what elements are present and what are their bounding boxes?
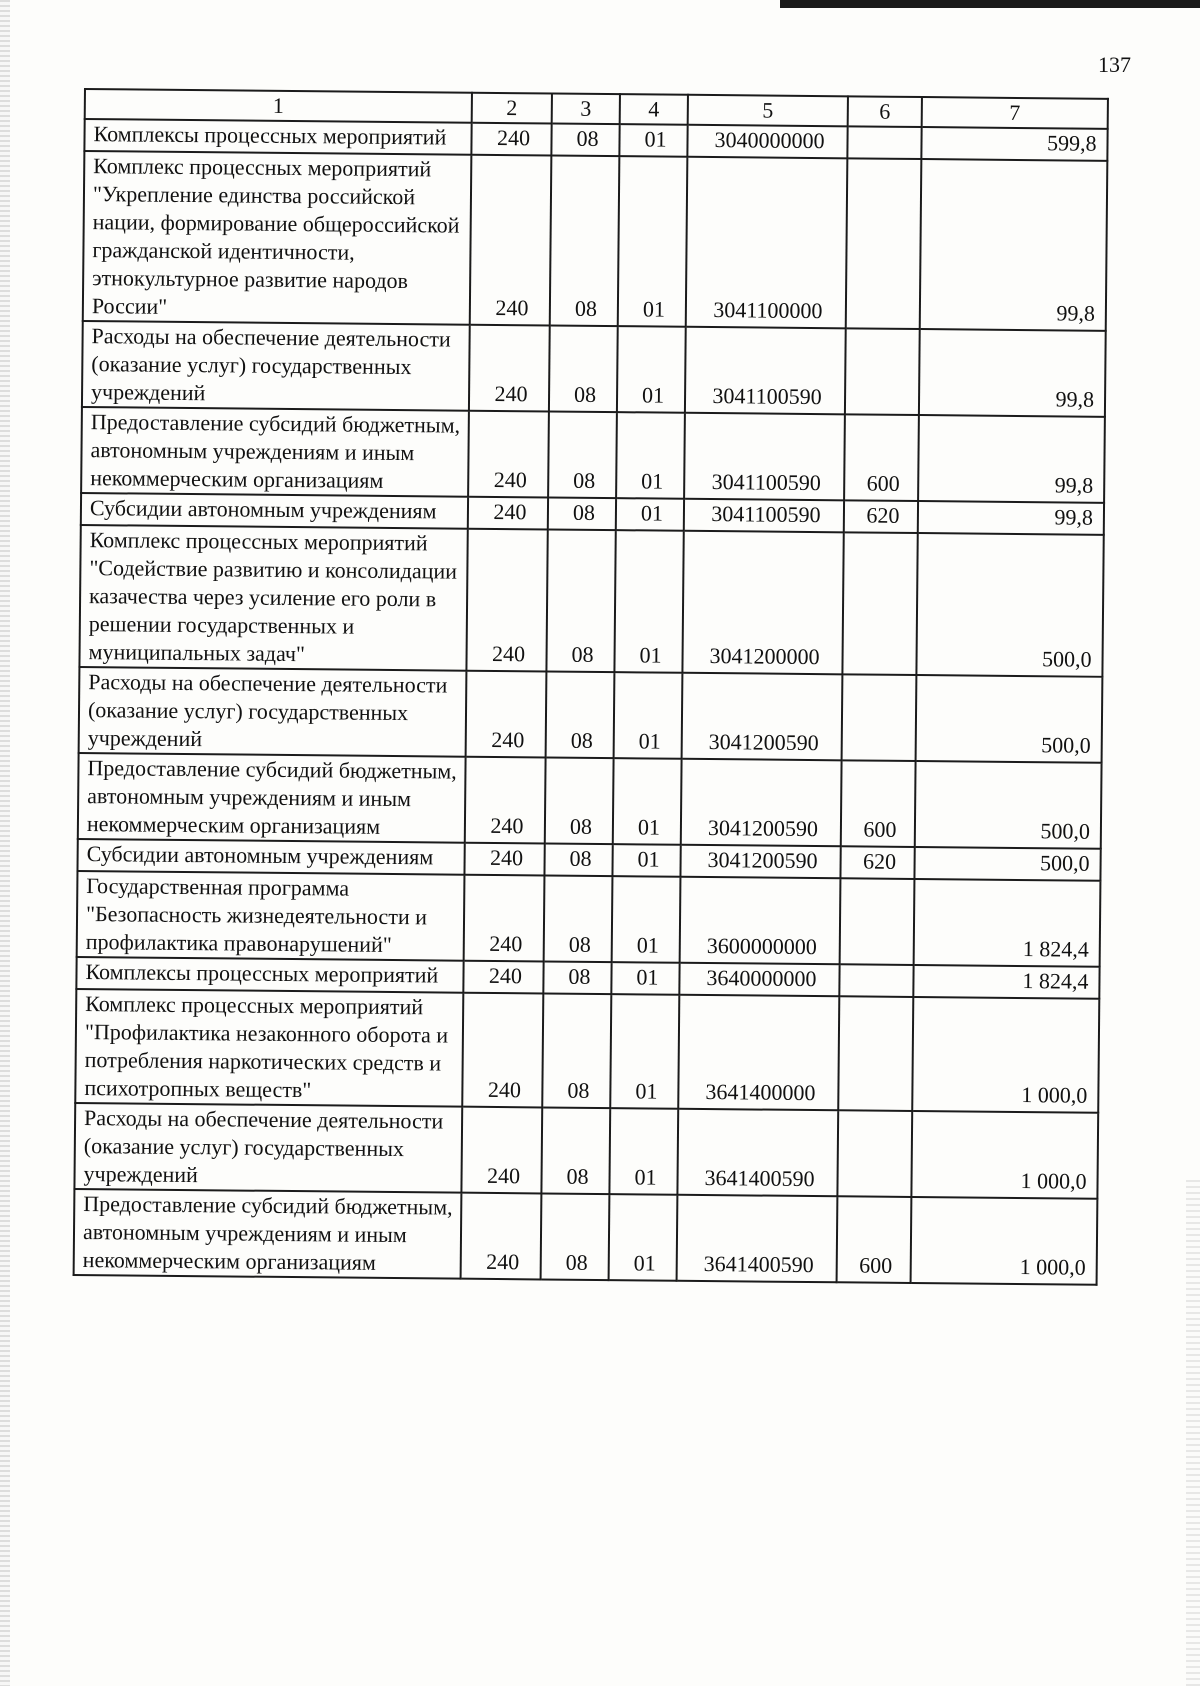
- row-col5-cell: 3041100590: [684, 413, 845, 501]
- row-col3-cell: 08: [546, 529, 615, 672]
- row-col4-cell: 01: [612, 876, 681, 963]
- row-col6-cell: 600: [837, 1196, 912, 1283]
- row-col4-cell: 01: [618, 156, 688, 327]
- row-col6-cell: [837, 1110, 912, 1197]
- row-amount-cell: 500,0: [916, 533, 1103, 677]
- row-amount-cell: 1 000,0: [911, 1111, 1098, 1199]
- row-col5-cell: 3041200590: [680, 845, 840, 879]
- row-col2-cell: 240: [468, 411, 549, 498]
- row-col2-cell: 240: [464, 875, 545, 962]
- budget-table-wrapper: [73, 88, 1109, 1286]
- table-row: [77, 871, 1101, 967]
- row-name-cell: Субсидии автономным учреждениям: [81, 493, 468, 529]
- row-col3-cell: 08: [543, 961, 611, 994]
- row-name-cell: Комплекс процессных мероприятий "Укрепление единства российской нации, формирование общероссийской гражданской идентичности, этнокультурное развитие народов России": [83, 151, 472, 325]
- row-col2-cell: 240: [464, 843, 544, 876]
- row-col4-cell: 01: [617, 326, 686, 413]
- row-col5-cell: 3641400590: [677, 1109, 838, 1197]
- row-col6-cell: [842, 532, 917, 675]
- row-amount-cell: 99,8: [918, 501, 1104, 535]
- row-name-cell: Предоставление субсидий бюджетным, автономным учреждениям и иным некоммерческим организациям: [81, 407, 469, 497]
- row-col2-cell: 240: [471, 123, 551, 156]
- row-col5-cell: 3041200590: [681, 759, 842, 847]
- row-amount-cell: 599,8: [921, 127, 1107, 161]
- budget-table: [73, 88, 1109, 1286]
- row-col6-cell: [838, 996, 913, 1111]
- row-col3-cell: 08: [542, 993, 611, 1108]
- row-col6-cell: [846, 158, 922, 329]
- row-col5-cell: 3600000000: [680, 877, 841, 965]
- row-col5-cell: 3040000000: [687, 125, 847, 159]
- row-col4-cell: 01: [614, 672, 683, 759]
- row-col4-cell: 01: [616, 412, 685, 499]
- table-row: [75, 989, 1099, 1113]
- row-col6-cell: [842, 674, 917, 761]
- row-amount-cell: 99,8: [920, 159, 1108, 331]
- row-col2-cell: 240: [463, 961, 543, 994]
- row-col5-cell: 3640000000: [679, 963, 839, 997]
- row-name-cell: Расходы на обеспечение деятельности (оказание услуг) государственных учреждений: [79, 667, 467, 757]
- row-col5-cell: 3041200590: [682, 673, 843, 761]
- row-col2-cell: 240: [470, 155, 552, 326]
- row-col2-cell: 240: [469, 325, 550, 412]
- table-row: [81, 407, 1105, 503]
- row-col3-cell: 08: [546, 671, 615, 758]
- row-col2-cell: 240: [462, 993, 543, 1108]
- table-body: [74, 119, 1108, 1285]
- row-col4-cell: 01: [619, 124, 687, 157]
- row-col6-cell: 620: [840, 846, 914, 879]
- row-col3-cell: 08: [541, 1107, 610, 1194]
- row-col2-cell: 240: [468, 497, 548, 530]
- table-row: [83, 151, 1108, 331]
- header-col-2: 2: [472, 93, 552, 124]
- row-col2-cell: 240: [461, 1193, 542, 1280]
- row-col5-cell: 3641400590: [677, 1195, 838, 1283]
- row-col4-cell: 01: [610, 994, 679, 1109]
- header-col-4: 4: [620, 94, 688, 125]
- row-col2-cell: 240: [466, 671, 547, 758]
- row-col6-cell: [839, 964, 913, 997]
- header-col-5: 5: [688, 95, 848, 127]
- row-amount-cell: 500,0: [915, 761, 1102, 849]
- row-name-cell: Предоставление субсидий бюджетным, автономным учреждениям и иным некоммерческим организациям: [74, 1189, 462, 1279]
- row-col6-cell: [840, 878, 915, 965]
- row-col3-cell: 08: [548, 497, 616, 530]
- header-col-6: 6: [848, 96, 922, 127]
- row-col4-cell: 01: [612, 844, 680, 877]
- row-amount-cell: 1 824,4: [913, 965, 1099, 999]
- row-col5-cell: 3041100000: [686, 157, 848, 329]
- scan-right-edge: [1186, 1180, 1200, 1686]
- row-col5-cell: 3641400000: [678, 995, 839, 1111]
- row-amount-cell: 99,8: [919, 329, 1106, 417]
- table-row: [74, 1103, 1098, 1199]
- row-col2-cell: 240: [465, 757, 546, 844]
- row-col3-cell: 08: [544, 875, 613, 962]
- row-col2-cell: 240: [461, 1107, 542, 1194]
- row-amount-cell: 99,8: [918, 415, 1105, 503]
- table-row: [82, 321, 1106, 417]
- row-col5-cell: 3041100590: [684, 499, 844, 533]
- row-col5-cell: 3041200000: [682, 531, 843, 675]
- row-name-cell: Расходы на обеспечение деятельности (оказание услуг) государственных учреждений: [82, 321, 470, 411]
- header-col-7: 7: [922, 97, 1108, 129]
- row-col3-cell: 08: [549, 325, 618, 412]
- row-col2-cell: 240: [466, 529, 547, 672]
- row-col4-cell: 01: [613, 758, 682, 845]
- row-col3-cell: 08: [550, 155, 620, 326]
- row-col6-cell: 620: [844, 500, 918, 533]
- row-amount-cell: 1 000,0: [912, 997, 1099, 1113]
- table-row: [79, 667, 1103, 763]
- row-col4-cell: 01: [609, 1194, 678, 1281]
- row-col3-cell: 08: [541, 1193, 610, 1280]
- row-col3-cell: 08: [548, 411, 617, 498]
- row-col6-cell: [845, 328, 920, 415]
- row-name-cell: Комплексы процессных мероприятий: [84, 119, 471, 155]
- row-col3-cell: 08: [551, 123, 619, 156]
- row-amount-cell: 500,0: [916, 675, 1103, 763]
- row-name-cell: Комплекс процессных мероприятий "Содействие развитию и консолидации казачества через усиление его роли в решении государственных и муниципальных задач": [79, 525, 467, 671]
- row-name-cell: Государственная программа "Безопасность жизнедеятельности и профилактика правонарушений": [77, 871, 465, 961]
- scan-top-edge: [780, 0, 1200, 8]
- row-amount-cell: 1 000,0: [911, 1197, 1098, 1285]
- header-col-3: 3: [552, 93, 620, 124]
- row-col5-cell: 3041100590: [685, 327, 846, 415]
- scan-left-edge: [0, 0, 10, 1686]
- row-col6-cell: [847, 126, 921, 159]
- table-row: [78, 753, 1102, 849]
- row-name-cell: Комплекс процессных мероприятий "Профилактика незаконного оборота и потребления наркотических средств и психотропных веществ": [75, 989, 463, 1107]
- table-row: [79, 525, 1103, 677]
- row-col6-cell: 600: [844, 414, 919, 501]
- row-col4-cell: 01: [611, 962, 679, 995]
- header-col-1: 1: [85, 89, 472, 123]
- row-col4-cell: 01: [614, 530, 683, 673]
- row-name-cell: Предоставление субсидий бюджетным, автономным учреждениям и иным некоммерческим организациям: [78, 753, 466, 843]
- row-amount-cell: 500,0: [914, 847, 1100, 881]
- row-name-cell: Расходы на обеспечение деятельности (оказание услуг) государственных учреждений: [74, 1103, 462, 1193]
- row-name-cell: Субсидии автономным учреждениям: [77, 839, 464, 875]
- row-amount-cell: 1 824,4: [914, 879, 1101, 967]
- row-col3-cell: 08: [544, 843, 612, 876]
- table-row: [74, 1189, 1098, 1285]
- row-col6-cell: 600: [841, 760, 916, 847]
- row-col4-cell: 01: [609, 1108, 678, 1195]
- row-col4-cell: 01: [616, 498, 684, 531]
- page-number: 137: [1098, 52, 1131, 77]
- row-name-cell: Комплексы процессных мероприятий: [76, 957, 463, 993]
- row-col3-cell: 08: [545, 757, 614, 844]
